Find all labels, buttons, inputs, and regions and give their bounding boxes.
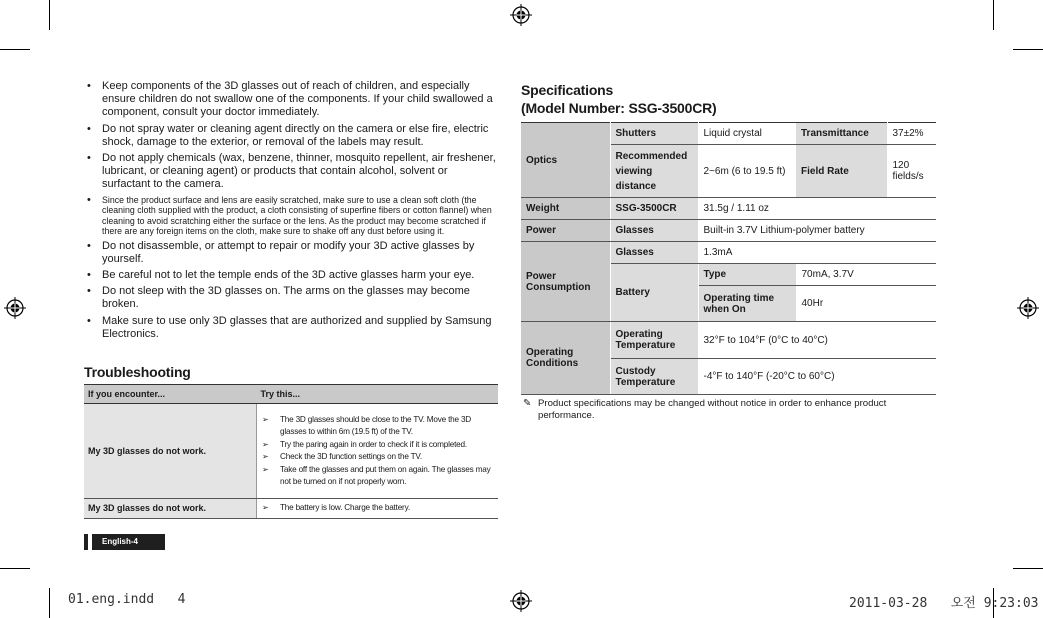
solution-item: ➢ The 3D glasses should be close to the TV. Move the 3D glasses to within 6m (19.5 ft) of the TV. xyxy=(262,414,493,439)
crop-mark xyxy=(1013,49,1043,50)
recommended-distance-label: Recommended viewing distance xyxy=(610,145,698,198)
pc-glasses-value: 1.3mA xyxy=(698,242,936,264)
battery-label: Battery xyxy=(610,264,698,322)
crop-mark xyxy=(49,588,50,618)
weight-value: 31.5g / 1.11 oz xyxy=(698,198,936,220)
weight-model: SSG-3500CR xyxy=(610,198,698,220)
recommended-distance-value: 2~6m (6 to 19.5 ft) xyxy=(698,145,796,198)
transmittance-value: 37±2% xyxy=(887,123,936,145)
type-value: 70mA, 3.7V xyxy=(796,264,936,286)
spec-note xyxy=(521,398,936,421)
safety-bullet: • Do not disassemble, or attempt to repair or modify your 3D active glasses by yourself. xyxy=(84,240,498,266)
footer-filename: 01.eng.indd 4 xyxy=(68,592,186,607)
safety-list xyxy=(84,80,498,341)
weight-label: Weight xyxy=(521,198,610,220)
operating-conditions-label: Operating Conditions xyxy=(521,322,610,395)
specifications-title: Specifications xyxy=(521,82,614,98)
transmittance-label: Transmittance xyxy=(796,123,887,145)
custody-temperature-label: Custody Temperature xyxy=(610,359,698,395)
safety-bullet: • Do not spray water or cleaning agent directly on the camera or else fire, electric shock, damage to the exterior, or removal of the labels may result. xyxy=(84,123,498,149)
troubleshooting-table xyxy=(84,384,498,519)
registration-mark-icon xyxy=(510,590,532,612)
model-number-title: (Model Number: SSG-3500CR) xyxy=(521,100,717,116)
registration-mark-icon xyxy=(1017,297,1039,319)
crop-mark xyxy=(49,0,50,30)
spec-note-text: Product specifications may be changed without notice in order to enhance product performance. xyxy=(538,398,887,421)
custody-temperature-value: -4°F to 140°F (-20°C to 60°C) xyxy=(698,359,936,395)
safety-bullet: • Be careful not to let the temple ends of the 3D active glasses harm your eye. xyxy=(84,269,498,282)
solution-item: ➢ Check the 3D function settings on the TV. xyxy=(262,451,493,464)
safety-bullet: • Make sure to use only 3D glasses that are authorized and supplied by Samsung Electronics. xyxy=(84,315,498,341)
table-header-row xyxy=(84,385,498,404)
solution-cell xyxy=(257,404,499,499)
power-label: Power xyxy=(521,220,610,242)
crop-mark xyxy=(1013,568,1043,569)
crop-mark xyxy=(0,568,30,569)
table-row xyxy=(84,404,498,499)
crop-mark xyxy=(0,49,30,50)
operating-temperature-label: Operating Temperature xyxy=(610,322,698,359)
safety-bullet: • Do not apply chemicals (wax, benzene, thinner, mosquito repellent, air freshener, lubricant, or cleaning agent) or products that contain alcohol, solvent or surfactant to the camera. xyxy=(84,152,498,192)
operating-time-value: 40Hr xyxy=(796,286,936,322)
solution-item: ➢ The battery is low. Charge the battery. xyxy=(262,502,493,515)
solution-item: ➢ Try the paring again in order to check if it is completed. xyxy=(262,439,493,452)
operating-time-label: Operating time when On xyxy=(698,286,796,322)
col-header-try: Try this... xyxy=(257,385,499,404)
power-consumption-label: Power Consumption xyxy=(521,242,610,322)
safety-bullet: • Do not sleep with the 3D glasses on. The arms on the glasses may become broken. xyxy=(84,285,498,311)
pencil-note-icon: ✎ xyxy=(523,398,532,409)
optics-label: Optics xyxy=(521,123,610,198)
power-glasses-label: Glasses xyxy=(610,220,698,242)
power-value: Built-in 3.7V Lithium-polymer battery xyxy=(698,220,936,242)
registration-mark-icon xyxy=(4,297,26,319)
registration-mark-icon xyxy=(510,4,532,26)
col-header-encounter: If you encounter... xyxy=(84,385,257,404)
troubleshooting-title: Troubleshooting xyxy=(84,364,191,380)
page-label-bar xyxy=(84,534,88,550)
safety-bullet: • Keep components of the 3D glasses out of reach of children, and especially ensure children do not swallow one of the components. If your child swallowed a component, consult your doctor immediately. xyxy=(84,80,498,120)
footer-timestamp: 2011-03-28 오전 9:23:03 xyxy=(849,596,1039,611)
table-row xyxy=(84,499,498,519)
type-label: Type xyxy=(698,264,796,286)
pc-glasses-label: Glasses xyxy=(610,242,698,264)
safety-bullet: • Since the product surface and lens are easily scratched, make sure to use a clean soft cloth (the cleaning cloth supplied with the product, a cloth consisting of superfine fibers or cotton flannel) when cleaning to avoid scratching either the surface or the lens. As the product may become scratched if there are any foreign items on the cloth, make sure to shake off any dust before using it. xyxy=(84,195,498,237)
solution-item: ➢ Take off the glasses and put them on again. The glasses may not be turned on if not properly worn. xyxy=(262,464,493,489)
page-label: English-4 xyxy=(92,534,165,550)
specifications-header xyxy=(521,82,936,116)
shutters-value: Liquid crystal xyxy=(698,123,796,145)
field-rate-label: Field Rate xyxy=(796,145,887,198)
solution-cell xyxy=(257,499,499,519)
crop-mark xyxy=(993,0,994,30)
shutters-label: Shutters xyxy=(610,123,698,145)
operating-temperature-value: 32°F to 104°F (0°C to 40°C) xyxy=(698,322,936,359)
safety-section xyxy=(84,80,498,344)
problem-cell: My 3D glasses do not work. xyxy=(84,404,257,499)
problem-cell: My 3D glasses do not work. xyxy=(84,499,257,519)
specifications-table xyxy=(521,122,936,395)
field-rate-value: 120 fields/s xyxy=(887,145,936,198)
